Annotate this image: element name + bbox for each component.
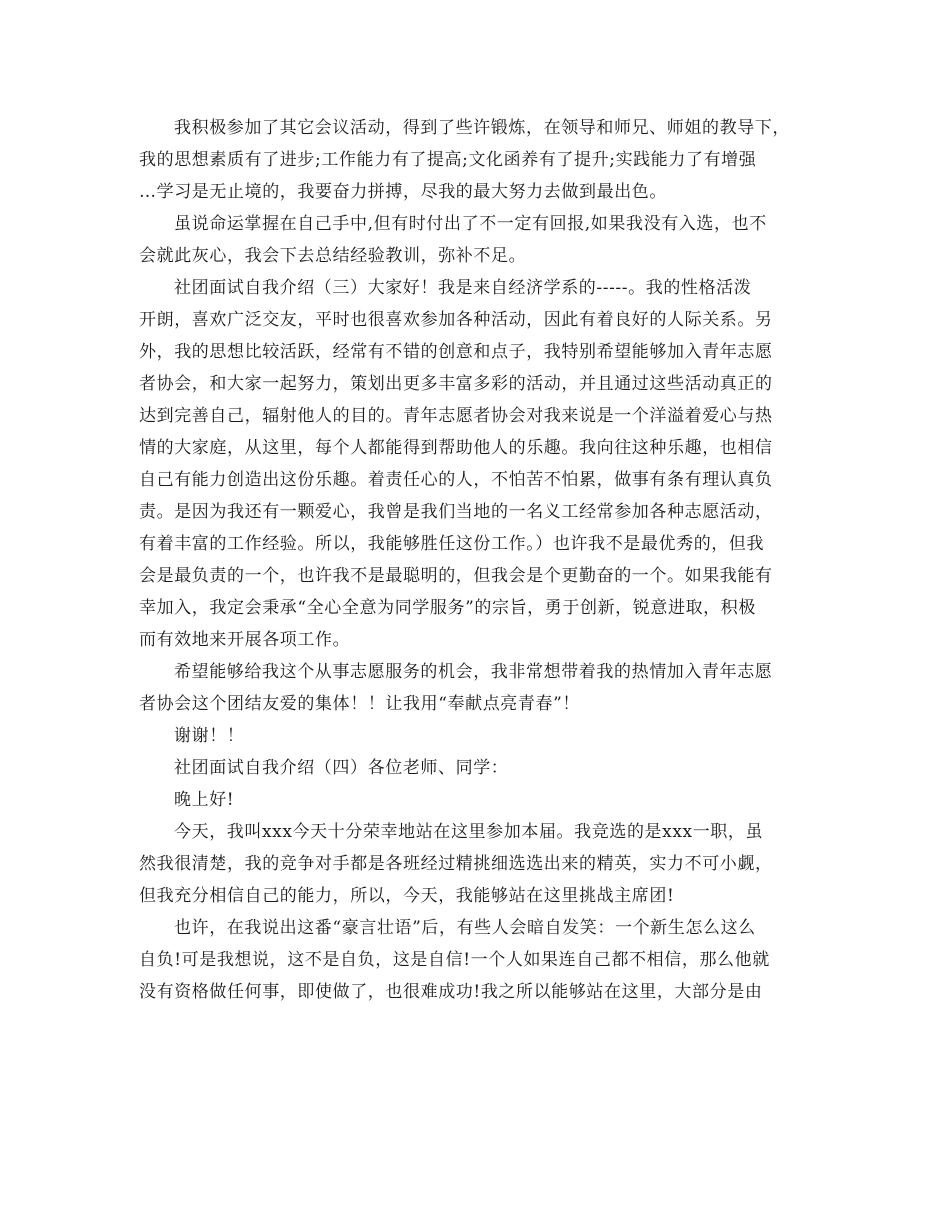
text-line: 责。是因为我还有一颗爱心，我曾是我们当地的一名义工经常参加各种志愿活动， xyxy=(139,502,773,522)
document-body xyxy=(139,112,819,1008)
text-line: 外，我的思想比较活跃，经常有不错的创意和点子，我特别希望能够加入青年志愿 xyxy=(139,342,773,362)
text-line: 希望能够给我这个从事志愿服务的机会，我非常想带着我的热情加入青年志愿 xyxy=(174,662,773,682)
text-line: 会就此灰心，我会下去总结经验教训，弥补不足。 xyxy=(139,246,527,266)
text-line: 社团面试自我介绍（三）大家好！我是来自经济学系的-----。我的性格活泼 xyxy=(174,278,752,298)
text-line: 没有资格做任何事，即使做了，也很难成功!我之所以能够站在这里，大部分是由 xyxy=(139,982,763,1002)
text-line: 今天，我叫xxx今天十分荣幸地站在这里参加本届。我竞选的是xxx一职，虽 xyxy=(174,822,764,842)
text-line: 者协会这个团结友爱的集体！！让我用“奉献点亮青春”！ xyxy=(139,694,580,714)
text-line: 但我充分相信自己的能力，所以，今天，我能够站在这里挑战主席团! xyxy=(139,886,675,906)
text-line: 我的思想素质有了进步;工作能力有了提高;文化函养有了提升;实践能力了有增强 xyxy=(139,150,757,170)
text-line: 达到完善自己，辐射他人的目的。青年志愿者协会对我来说是一个洋溢着爱心与热 xyxy=(139,406,773,426)
text-line: 开朗，喜欢广泛交友，平时也很喜欢参加各种活动，因此有着良好的人际关系。另 xyxy=(139,310,773,330)
text-line: 虽说命运掌握在自己手中,但有时付出了不一定有回报,如果我没有入选，也不 xyxy=(174,214,767,234)
text-line: 者协会，和大家一起努力，策划出更多丰富多彩的活动，并且通过这些活动真正的 xyxy=(139,374,773,394)
text-line: 自己有能力创造出这份乐趣。着责任心的人，不怕苦不怕累，做事有条有理认真负 xyxy=(139,470,773,490)
text-line: 谢谢！！ xyxy=(174,726,245,746)
text-line: 情的大家庭，从这里，每个人都能得到帮助他人的乐趣。我向往这种乐趣，也相信 xyxy=(139,438,773,458)
text-line: 幸加入，我定会秉承“全心全意为同学服务”的宗旨，勇于创新，锐意进取，积极 xyxy=(139,598,756,618)
text-line: 会是最负责的一个，也许我不是最聪明的，但我会是个更勤奋的一个。如果我能有 xyxy=(139,566,773,586)
text-line: 然我很清楚，我的竞争对手都是各班经过精挑细选选出来的精英，实力不可小觑， xyxy=(139,854,773,874)
text-line: 晚上好! xyxy=(174,790,235,810)
text-line: 而有效地来开展各项工作。 xyxy=(139,630,351,650)
text-line: 我积极参加了其它会议活动，得到了些许锻炼，在领导和师兄、师姐的教导下， xyxy=(174,118,790,138)
text-line: …学习是无止境的，我要奋力拼搏，尽我的最大努力去做到最出色。 xyxy=(139,182,667,202)
text-line: 社团面试自我介绍（四）各位老师、同学： xyxy=(174,758,509,778)
text-line: 也许，在我说出这番“豪言壮语”后，有些人会暗自发笑：一个新生怎么这么 xyxy=(174,918,756,938)
text-line: 有着丰富的工作经验。所以，我能够胜任这份工作。）也许我不是最优秀的，但我 xyxy=(139,534,765,554)
text-line: 自负!可是我想说，这不是自负，这是自信!一个人如果连自己都不相信，那么他就 xyxy=(139,950,770,970)
